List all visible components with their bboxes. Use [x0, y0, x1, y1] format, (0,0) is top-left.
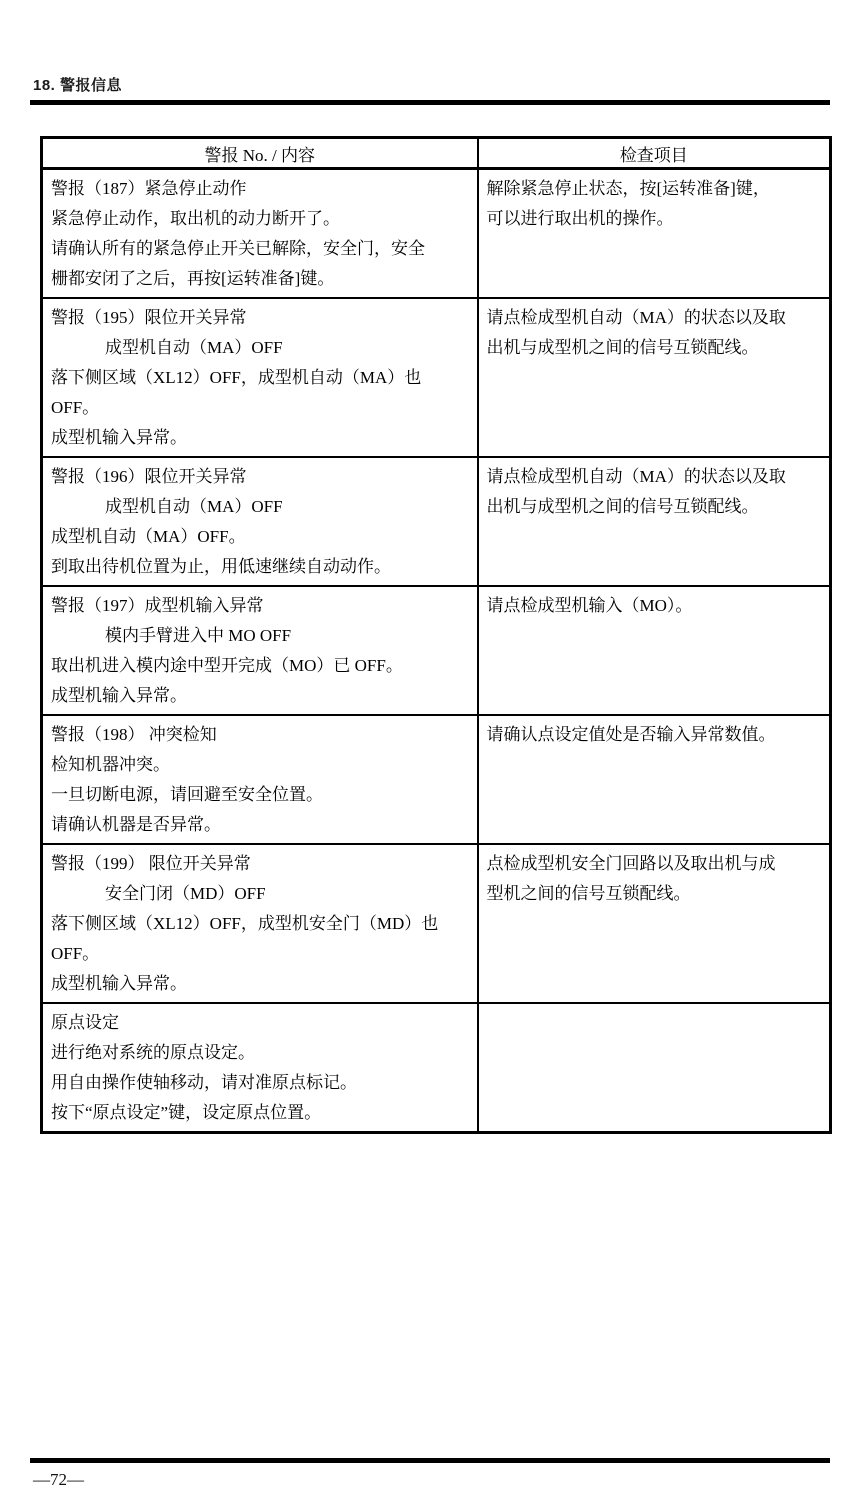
alarm-content-cell	[42, 457, 478, 586]
alarm-text-line: 进行绝对系统的原点设定。	[51, 1043, 255, 1062]
alarm-text-line: 警报（197）成型机输入异常	[51, 596, 264, 615]
check-text-line: 型机之间的信号互锁配线。	[486, 884, 691, 903]
table-row	[42, 586, 831, 715]
check-text-line: 点检成型机安全门回路以及取出机与成	[486, 854, 776, 873]
alarm-text-line: 成型机输入异常。	[51, 974, 187, 993]
alarm-text-line: 到取出待机位置为止，用低速继续自动动作。	[51, 557, 391, 576]
alarm-content-cell	[42, 844, 478, 1003]
header-rule	[30, 100, 830, 105]
alarm-text-line: 按下“原点设定”键，设定原点位置。	[51, 1103, 322, 1122]
alarm-table	[40, 136, 832, 1134]
alarm-text-line: 成型机自动（MA）OFF	[105, 497, 283, 516]
alarm-table-header	[42, 138, 831, 169]
col-header-alarm-no-content: 警报 No. / 内容	[42, 138, 478, 169]
alarm-text-line: 警报（187）紧急停止动作	[51, 179, 247, 198]
alarm-text-line: 成型机自动（MA）OFF。	[51, 527, 246, 546]
alarm-text-line: 用自由操作使轴移动，请对准原点标记。	[51, 1073, 357, 1092]
alarm-content-cell	[42, 586, 478, 715]
check-item-cell	[478, 715, 831, 844]
alarm-text-line: OFF。	[51, 398, 100, 417]
table-row	[42, 715, 831, 844]
check-text-line: 请确认点设定值处是否输入异常数值。	[486, 725, 776, 744]
alarm-text-line: 紧急停止动作，取出机的动力断开了。	[51, 209, 340, 228]
alarm-text-line: 模内手臂进入中 MO OFF	[105, 626, 292, 645]
check-item-cell	[478, 844, 831, 1003]
check-text-line: 请点检成型机自动（MA）的状态以及取	[486, 308, 786, 327]
alarm-text-line: 落下侧区域（XL12）OFF，成型机安全门（MD）也	[51, 914, 439, 933]
alarm-content-cell	[42, 715, 478, 844]
check-text-line: 可以进行取出机的操作。	[486, 209, 674, 228]
section-header: 18. 警报信息	[33, 77, 123, 94]
alarm-table-body	[42, 169, 831, 1133]
check-item-cell	[478, 169, 831, 299]
table-row	[42, 298, 831, 457]
alarm-content-cell	[42, 298, 478, 457]
header-row	[42, 138, 831, 169]
table-row	[42, 1003, 831, 1133]
alarm-text-line: OFF。	[51, 944, 100, 963]
check-item-cell	[478, 298, 831, 457]
check-text-line: 出机与成型机之间的信号互锁配线。	[486, 497, 759, 516]
alarm-text-line: 原点设定	[51, 1013, 119, 1032]
check-item-cell	[478, 1003, 831, 1133]
alarm-text-line: 警报（199） 限位开关异常	[51, 854, 251, 873]
alarm-text-line: 栅都安闭了之后，再按[运转准备]键。	[51, 269, 335, 288]
check-text-line: 解除紧急停止状态，按[运转准备]键，	[486, 179, 770, 198]
check-text-line: 出机与成型机之间的信号互锁配线。	[486, 338, 759, 357]
alarm-text-line: 成型机输入异常。	[51, 428, 187, 447]
alarm-text-line: 成型机自动（MA）OFF	[105, 338, 283, 357]
check-item-cell	[478, 457, 831, 586]
check-text-line: 请点检成型机自动（MA）的状态以及取	[486, 467, 786, 486]
check-item-cell	[478, 586, 831, 715]
alarm-text-line: 取出机进入模内途中型开完成（MO）已 OFF。	[51, 656, 403, 675]
alarm-text-line: 警报（196）限位开关异常	[51, 467, 247, 486]
col-header-check-items: 检查项目	[478, 138, 831, 169]
alarm-text-line: 检知机器冲突。	[51, 755, 170, 774]
alarm-content-cell	[42, 1003, 478, 1133]
table-row	[42, 844, 831, 1003]
page-number: —72—	[33, 1470, 84, 1489]
footer-rule	[30, 1458, 830, 1463]
alarm-text-line: 一旦切断电源，请回避至安全位置。	[51, 785, 323, 804]
alarm-content-cell	[42, 169, 478, 299]
alarm-text-line: 成型机输入异常。	[51, 686, 187, 705]
alarm-text-line: 警报（195）限位开关异常	[51, 308, 247, 327]
alarm-text-line: 警报（198） 冲突检知	[51, 725, 217, 744]
alarm-text-line: 请确认机器是否异常。	[51, 815, 221, 834]
alarm-text-line: 落下侧区域（XL12）OFF，成型机自动（MA）也	[51, 368, 422, 387]
table-row	[42, 457, 831, 586]
table-row	[42, 169, 831, 299]
alarm-text-line: 安全门闭（MD）OFF	[105, 884, 266, 903]
alarm-text-line: 请确认所有的紧急停止开关已解除，安全门，安全	[51, 239, 425, 258]
check-text-line: 请点检成型机输入（MO）。	[486, 596, 693, 615]
